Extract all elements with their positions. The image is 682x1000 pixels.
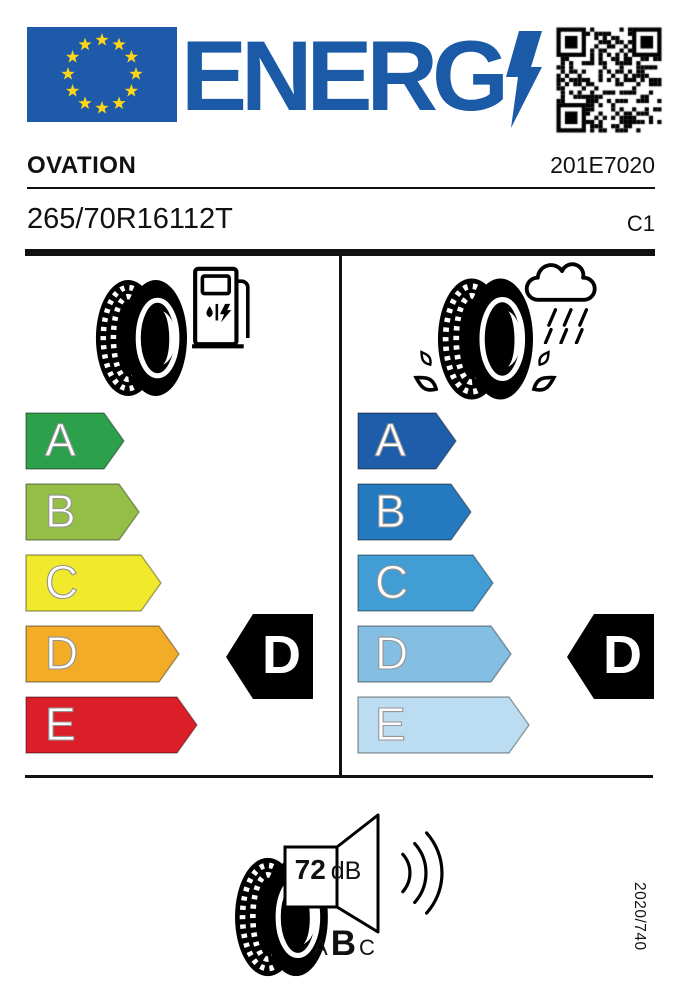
bottom-divider — [25, 775, 653, 778]
grade-letter: C — [45, 556, 79, 608]
tyre-size: 265/70R16112T — [27, 203, 233, 235]
grade-letter: A — [45, 414, 76, 466]
energy-logo-text: ENERG — [181, 20, 504, 131]
grade-letter: C — [375, 556, 409, 608]
brand-name: OVATION — [27, 152, 137, 179]
grade-letter: B — [45, 485, 76, 537]
wet-grade-A — [357, 412, 458, 470]
lightning-bolt-icon — [501, 31, 543, 128]
grade-letter: B — [375, 485, 406, 537]
fuel-pump-icon — [190, 262, 254, 350]
wet-rating-letter: D — [603, 625, 642, 685]
noise-unit: dB — [330, 857, 362, 885]
eu-flag-icon — [27, 27, 177, 122]
fuel-grade-B — [25, 483, 141, 541]
noise-value-box — [288, 854, 368, 890]
noise-class-c: C — [358, 935, 375, 960]
fuel-rating-letter: D — [262, 625, 301, 685]
noise-class-scale — [313, 924, 375, 964]
grade-letter: E — [45, 698, 76, 750]
grade-letter: D — [375, 627, 409, 679]
noise-class-a: A — [313, 935, 328, 960]
model-code: 201E7020 — [550, 152, 655, 178]
rain-cloud-icon — [522, 260, 600, 344]
column-divider — [339, 256, 342, 777]
divider — [27, 187, 655, 189]
noise-class-b: B — [330, 924, 356, 963]
noise-value: 72 — [294, 854, 326, 885]
grade-letter: E — [375, 698, 406, 750]
grade-letter: A — [375, 414, 406, 466]
qr-code — [553, 24, 665, 136]
tyre-class: C1 — [626, 211, 655, 236]
grade-letter: D — [45, 627, 79, 679]
thick-divider — [25, 249, 655, 256]
tyre-icon — [95, 276, 187, 400]
regulation-number: 2020/740 — [631, 882, 648, 951]
